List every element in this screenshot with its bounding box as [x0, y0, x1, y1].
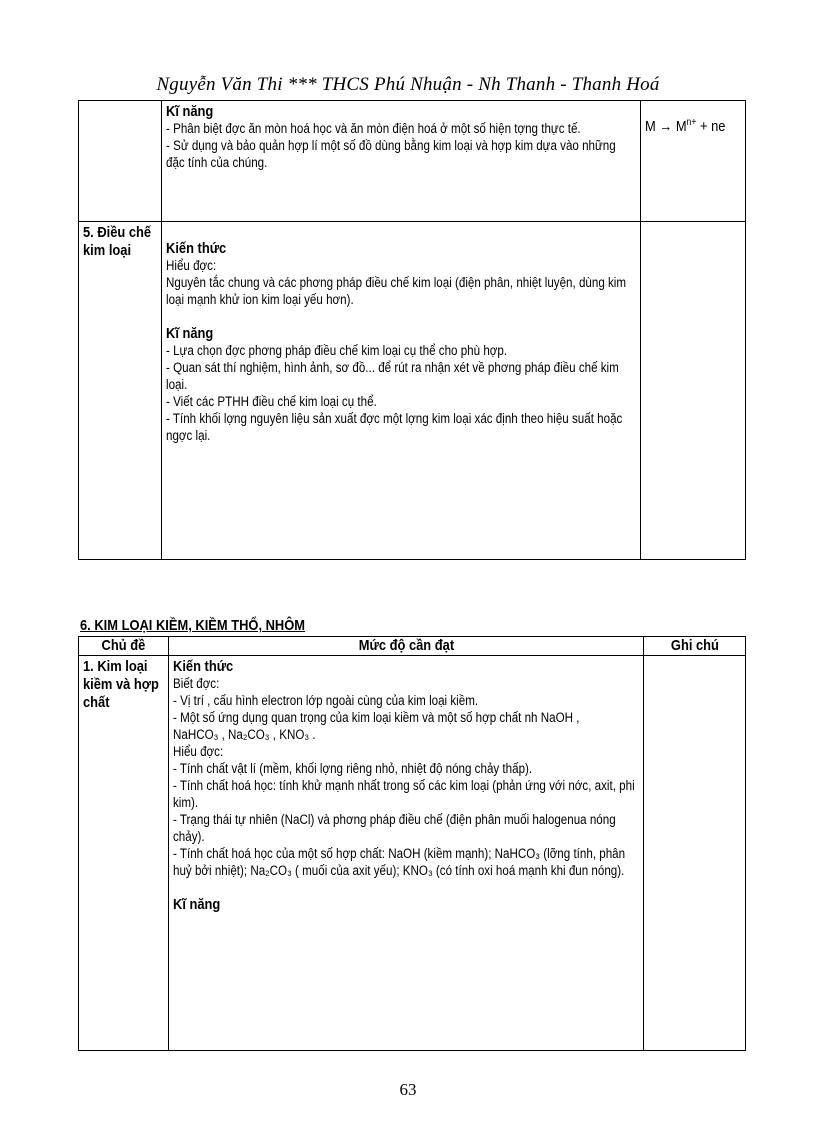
content-cell [162, 222, 641, 560]
understand-line: - Trạng thái tự nhiên (NaCl) và phơng pháp điều chế (điện phân muối halogenua nóng chảy). [173, 812, 616, 844]
page-header: Nguyễn Văn Thi *** THCS Phú Nhuận - Nh Thanh - Thanh Hoá [156, 74, 660, 95]
skill-line: - Quan sát thí nghiệm, hình ảnh, sơ đồ... để rút ra nhận xét về phơng pháp điều chế kim loại. [166, 360, 619, 392]
skill-line: - Viết các PTHH điều chế kim loại cụ thể. [166, 394, 377, 409]
note-cell [641, 101, 746, 222]
table-alkali-metals [78, 636, 746, 1051]
topic-cell [79, 222, 162, 560]
header-topic: Chủ đề [79, 637, 169, 656]
knowledge-line: Nguyên tắc chung và các phơng pháp điều chế kim loại (điện phân, nhiệt luyện, dùng kim loại mạnh khử ion kim loại yếu hơn). [166, 275, 627, 307]
reaction-tail: + ne [696, 118, 726, 135]
skill-line: - Phân biệt đợc ăn mòn hoá học và ăn mòn điện hoá ở một số hiện tợng thực tế. [166, 121, 581, 136]
topic-label: 5. Điều chế kim loại [83, 224, 152, 259]
table-row [79, 101, 746, 222]
page-number: 63 [399, 1080, 417, 1099]
table-header-row [79, 637, 746, 656]
knowledge-line: Hiểu đợc: [166, 258, 217, 273]
topic-cell-empty [79, 101, 162, 222]
note-cell [644, 656, 746, 1051]
reaction-charge: n+ [686, 117, 697, 128]
formula-line: NaHCO₃ , Na₂CO₃ , KNO₃ . [173, 727, 316, 742]
content-cell [162, 101, 641, 222]
content-cell [169, 656, 644, 1051]
topic-label: 1. Kim loại kiềm và hợp chất [83, 658, 159, 711]
skill-title: Kĩ năng [173, 896, 221, 913]
understand-label: Hiểu đợc: [173, 744, 224, 759]
skill-line: - Sử dụng và bảo quản hợp lí một số đồ dùng bằng kim loại và hợp kim dựa vào những đặc tính của chúng. [166, 138, 616, 170]
header-note: Ghi chú [644, 637, 746, 656]
section-title: 6. KIM LOẠI KIỀM, KIỀM THỔ, NHÔM [80, 617, 306, 634]
table-row [79, 656, 746, 1051]
note-cell [641, 222, 746, 560]
table-row [79, 222, 746, 560]
header-requirement: Mức độ cần đạt [169, 637, 644, 656]
know-line: - Vị trí , cấu hình electron lớp ngoài cùng của kim loại kiềm. [173, 693, 479, 708]
skill-title: Kĩ năng [166, 325, 214, 342]
reaction-formula: M → M [645, 118, 687, 135]
topic-cell [79, 656, 169, 1051]
skill-line: - Lựa chọn đợc phơng pháp điều chế kim loại cụ thể cho phù hợp. [166, 343, 508, 358]
knowledge-title: Kiến thức [166, 240, 227, 257]
skill-line: - Tính khối lợng nguyên liệu sản xuất đợc một lợng kim loại xác định theo hiệu suất hoặc ngợc lại. [166, 411, 623, 443]
understand-line: - Tính chất hoá học của một số hợp chất: NaOH (kiềm mạnh); NaHCO₃ (lỡng tính, phân huỷ bởi nhiệt); Na₂CO₃ ( muối của axit yếu); KNO₃ (có tính oxi hoá mạnh khi đun nóng). [173, 846, 626, 878]
skill-title: Kĩ năng [166, 103, 214, 120]
know-label: Biết đợc: [173, 676, 220, 691]
know-line: - Một số ứng dụng quan trọng của kim loại kiềm và một số hợp chất nh NaOH , [173, 710, 580, 725]
understand-line: - Tính chất vật lí (mềm, khối lợng riêng nhỏ, nhiệt độ nóng chảy thấp). [173, 761, 533, 776]
knowledge-title: Kiến thức [173, 658, 234, 675]
table-metal-prep [78, 100, 746, 560]
understand-line: - Tính chất hoá học: tính khử mạnh nhất trong số các kim loại (phản ứng với nớc, axit, phi kim). [173, 778, 635, 810]
